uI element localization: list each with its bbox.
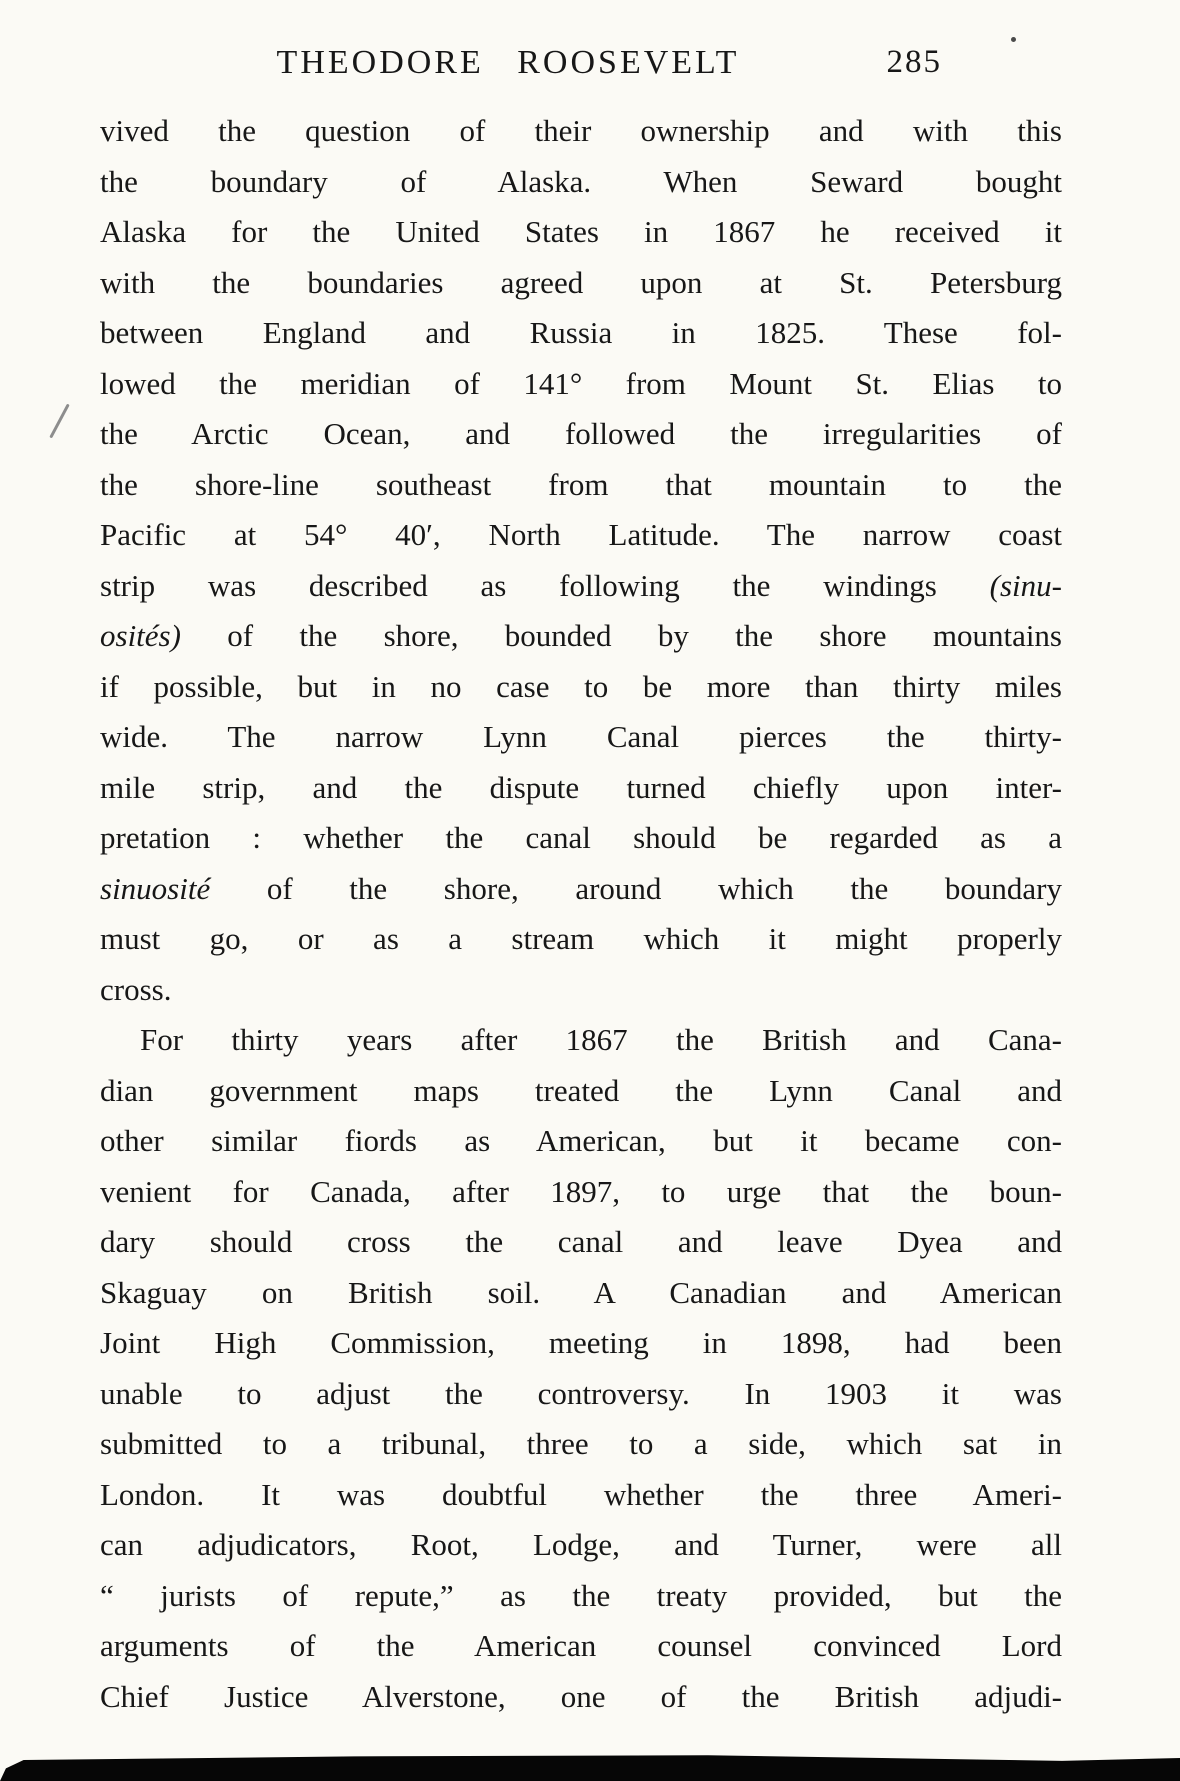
text-segment: “ jurists of repute,” as the treaty provided, but the [100,1577,1062,1613]
text-segment: pretation : whether the canal should be regarded as a [100,820,1062,855]
text-segment: dian government maps treated the Lynn Canal and [100,1072,1062,1108]
text-line [100,1268,1062,1319]
text-segment: venient for Canada, after 1897, to urge that the boun- [100,1173,1062,1209]
text-line [100,460,1062,511]
text-line [100,207,1062,258]
text-line [100,1419,1062,1470]
text-segment: Skaguay on British soil. A Canadian and American [100,1274,1062,1310]
text-segment: For thirty years after 1867 the British and Cana- [140,1022,1062,1057]
text-line [100,1470,1062,1521]
text-line [100,662,1062,713]
scan-edge-bottom [0,1753,1180,1781]
pencil-mark [49,404,69,439]
text-segment: cross. [100,971,172,1007]
text-segment: wide. The narrow Lynn Canal pierces the thirty- [100,719,1062,754]
text-line [100,106,1062,157]
text-segment: the shore-line southeast from that mountain to the [100,466,1062,502]
text-line [100,409,1062,460]
text-line [100,1369,1062,1420]
text-line [100,914,1062,965]
text-line [100,561,1062,612]
text-line [100,712,1062,763]
text-segment: arguments of the American counsel convinced Lord [100,1628,1062,1663]
text-line [100,1621,1062,1672]
text-segment: vived the question of their ownership and with this [100,113,1062,148]
italic-text-segment: (sinu- [989,567,1062,603]
text-segment: the Arctic Ocean, and followed the irregularities of [100,416,1062,451]
text-segment: other similar fiords as American, but it became con- [100,1123,1062,1158]
text-line [100,965,1062,1016]
text-line [100,1217,1062,1268]
text-segment: can adjudicators, Root, Lodge, and Turner, were all [100,1527,1062,1562]
text-line [100,258,1062,309]
text-segment: if possible, but in no case to be more than thirty miles [100,668,1062,704]
italic-text-segment: osités) [100,618,181,653]
text-line [100,1318,1062,1369]
paragraph [100,106,1062,1015]
text-line [100,510,1062,561]
text-line [100,308,1062,359]
text-segment: Pacific at 54° 40′, North Latitude. The narrow coast [100,517,1062,552]
scan-speck [1011,37,1016,42]
text-segment: strip was described as following the windings [100,567,990,603]
text-segment: dary should cross the canal and leave Dyea and [100,1224,1062,1259]
text-segment: between England and Russia in 1825. These fol- [100,315,1062,350]
text-segment: Joint High Commission, meeting in 1898, had been [100,1325,1062,1360]
text-segment: lowed the meridian of 141° from Mount St. Elias to [100,365,1062,401]
text-segment: the boundary of Alaska. When Seward bought [100,163,1062,199]
text-line [100,864,1062,915]
text-line [100,1015,1062,1066]
text-segment: Chief Justice Alverstone, one of the British adjudi- [100,1678,1062,1714]
italic-text-segment: sinuosité [100,870,211,906]
text-segment: of the shore, bounded by the shore mountains [180,618,1062,653]
page-number: 285 [886,44,942,80]
text-line [100,1571,1062,1622]
text-line [100,611,1062,662]
text-segment: must go, or as a stream which it might properly [100,921,1062,956]
text-segment: London. It was doubtful whether the three Ameri- [100,1476,1062,1512]
text-line [100,157,1062,208]
text-segment: mile strip, and the dispute turned chiefly upon inter- [100,769,1062,805]
text-segment: with the boundaries agreed upon at St. Petersburg [100,264,1062,300]
text-line [100,1672,1062,1723]
text-segment: of the shore, around which the boundary [210,870,1062,906]
text-line [100,813,1062,864]
paragraph [100,1015,1062,1722]
text-line [100,1520,1062,1571]
running-title: THEODORE ROOSEVELT [276,44,740,81]
text-segment: unable to adjust the controversy. In 1903 it was [100,1375,1062,1411]
text-block [100,106,1062,1722]
text-line [100,763,1062,814]
text-line [100,359,1062,410]
text-line [100,1066,1062,1117]
text-segment: Alaska for the United States in 1867 he received it [100,214,1062,249]
text-line [100,1167,1062,1218]
page-header [0,0,1180,106]
text-line [100,1116,1062,1167]
text-segment: submitted to a tribunal, three to a side, which sat in [100,1426,1062,1461]
